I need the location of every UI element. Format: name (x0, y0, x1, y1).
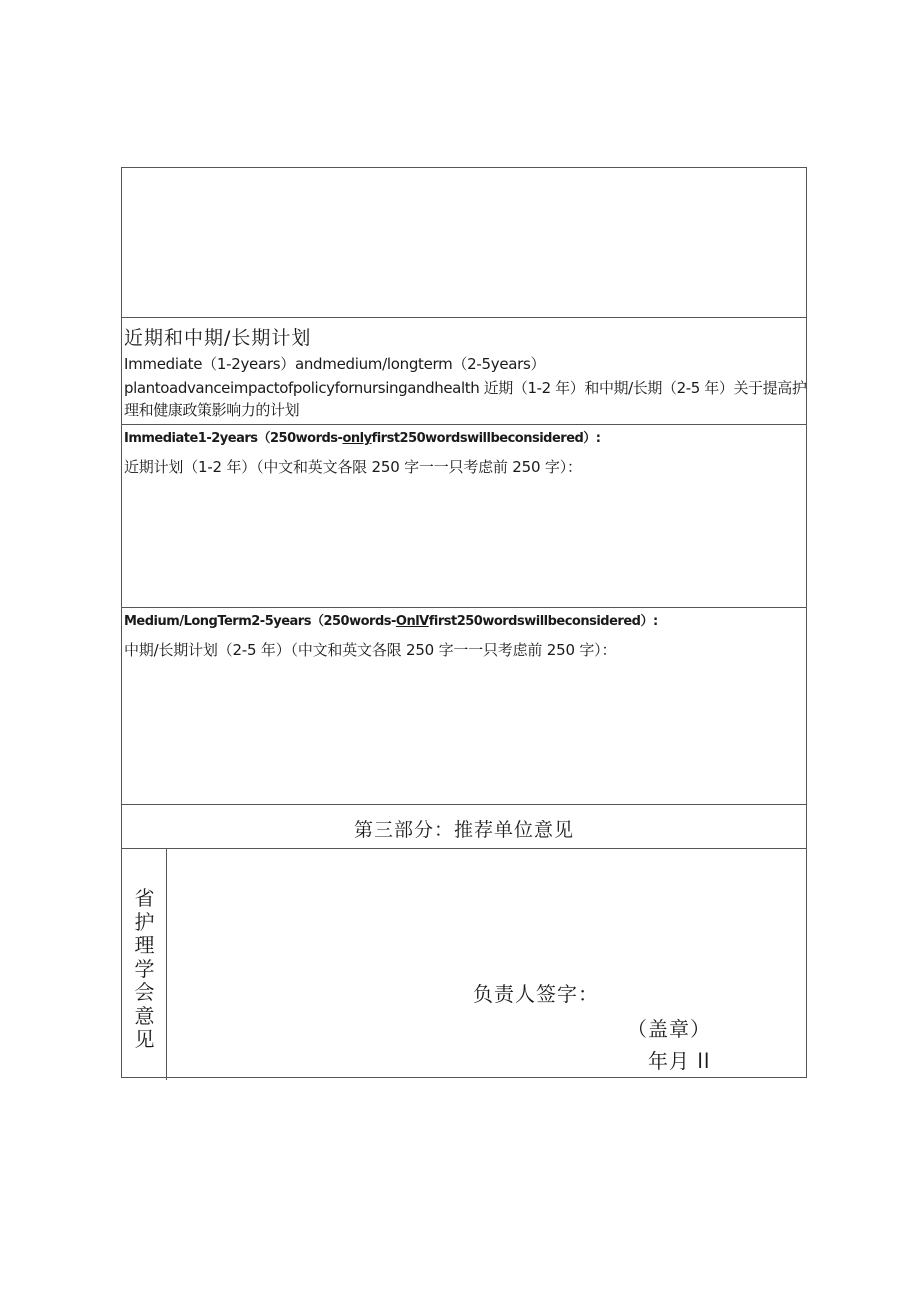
immediate-plan-cell[interactable] (122, 424, 806, 607)
previous-content-cell (122, 168, 806, 317)
medium-only-underlined: OnlV (395, 614, 429, 629)
immediate-plan-cn-label: 近期计划（1-2 年）（中文和英文各限 250 字一一只考虑前 250 字）： (124, 458, 582, 476)
plan-section-en-line2: plantoadvanceimpactofpolicyfornursingandhealth 近期（1-2 年）和中期/长期（2-5 年）关于提高护理和健康政策影响力的计划 (124, 379, 807, 419)
immediate-plan-label: Immediate1-2years（250words-onlyfirst250wordswillbeconsidered）: (124, 431, 601, 446)
plan-header-cell (122, 317, 806, 424)
plan-section-en-line1: Immediate（1-2years）andmedium/longterm（2-5years） (124, 355, 546, 373)
seal-label: （盖章） (627, 1017, 711, 1041)
part3-title-cell (122, 804, 806, 848)
medium-plan-cell[interactable] (122, 607, 806, 804)
opinion-side-label-cell (122, 849, 167, 1080)
opinion-cell (122, 848, 806, 1079)
date-label: 年月 ll (648, 1049, 711, 1073)
application-form-table (121, 167, 807, 1078)
signature-label: 负责人签字： (473, 982, 599, 1006)
medium-plan-cn-label: 中期/长期计划（2-5 年）（中文和英文各限 250 字一一只考虑前 250 字）： (124, 641, 617, 659)
part3-title: 第三部分：推荐单位意见 (353, 819, 574, 841)
opinion-side-label: 省 护 理 学 会 意 见 (134, 886, 155, 1051)
plan-section-title: 近期和中期/长期计划 (124, 327, 312, 349)
immediate-only-underlined: only (342, 431, 372, 446)
medium-plan-label: Medium/LongTerm2-5years（250words-OnlVfirst250wordswillbeconsidered）: (124, 614, 658, 629)
